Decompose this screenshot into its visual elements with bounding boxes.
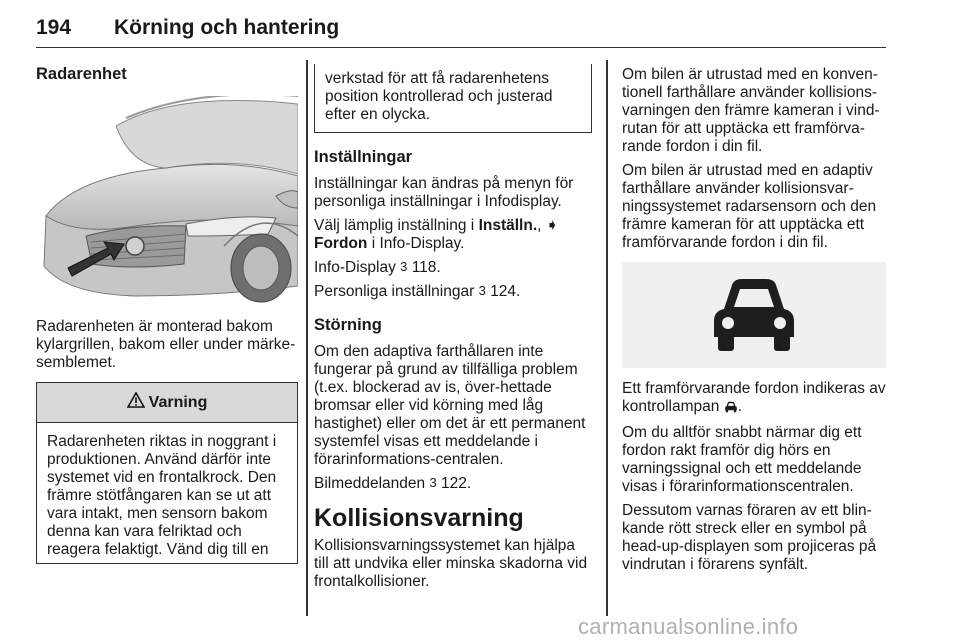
column-2 [314, 64, 592, 597]
page-ref-icon: 3 [429, 475, 437, 490]
settings-path: Välj lämplig inställning i Inställn., ➧ Fordon i Info-Display. [314, 217, 559, 252]
menu-arrow-icon: ➧ [545, 217, 559, 234]
vehicle-ahead-icon [706, 275, 802, 355]
radar-location-text: Radarenheten är monterad bakom kylargrillen, bakom eller under märke-semblemet. [36, 318, 296, 371]
section-title-fault: Störning [314, 316, 382, 334]
collision-adaptive-text: Om bilen är utrustad med en adaptiv farthållare använder kollisionsvar-ningssystemet radarsensorn och den främre kameran för att upptäcka ett framförvarande fordon i din fil. [622, 162, 877, 251]
warning-box-continued [314, 64, 592, 133]
warning-signal-text: Om du alltför snabbt närmar dig ett fordon rakt framför dig hörs en varningssignal och ett meddelande visas i förarinformationscentralen. [622, 424, 862, 495]
column-1 [36, 60, 298, 564]
warning-text: Radarenheten riktas in noggrant i produktionen. Använd därför inte systemet vid en frontalkrock. Den främre stötfångaren kan se ut att vara intakt, men sensorn bakom denna kan vara felriktad och reagera felaktigt. Vänd dig till en [47, 433, 277, 558]
vehicle-ahead-indicator-icon [724, 400, 738, 418]
warning-title: Varning [148, 393, 208, 411]
warning-continued-text: verkstad för att få radarenhetens position kontrollerad och justerad efter en olycka. [325, 70, 553, 123]
settings-intro: Inställningar kan ändras på menyn för personliga inställningar i Infodisplay. [314, 175, 574, 210]
warning-triangle-icon [127, 392, 145, 413]
column-divider-1 [306, 60, 308, 616]
section-title-collision-warning: Kollisionsvarning [314, 504, 524, 532]
warning-box [36, 382, 298, 564]
vehicle-ahead-symbol-panel [622, 262, 886, 368]
indicator-text: Ett framförvarande fordon indikeras av kontrollampan . [622, 380, 886, 418]
column-divider-2 [606, 60, 608, 616]
warning-header [37, 383, 297, 423]
warning-body [37, 423, 297, 563]
page-ref-icon: 3 [400, 259, 408, 274]
section-title-radar: Radarenhet [36, 65, 127, 83]
ref-vehicle-messages: Bilmeddelanden 3 122. [314, 475, 472, 492]
page-number: 194 [36, 16, 72, 39]
car-radar-illustration [36, 96, 298, 304]
menu-settings-label: Inställn. [478, 217, 538, 234]
page-header [36, 10, 886, 48]
page-ref-icon: 3 [478, 283, 486, 298]
column-3 [622, 66, 886, 580]
head-up-display-text: Dessutom varnas föraren av ett blin-kande rött streck eller en symbol på head-up-displayen som projiceras på vindrutan i förarens synfält. [622, 502, 877, 573]
fault-text: Om den adaptiva farthållaren inte fungerar på grund av tillfälliga problem (t.ex. blockerad av is, över-hettade bromsar eller vid körning med låg hastighet) eller om det är ett permanent systemfel visas ett meddelande i förarinformations-centralen. [314, 343, 586, 468]
menu-vehicle-label: Fordon [314, 235, 368, 252]
collision-intro: Kollisionsvarningssystemet kan hjälpa till att undvika eller minska skadorna vid frontalkollisioner. [314, 537, 588, 590]
chapter-title: Körning och hantering [114, 16, 340, 39]
ref-infodisplay: Info-Display 3 118. [314, 259, 441, 276]
collision-conventional-text: Om bilen är utrustad med en konven-tionell farthållare använder kollisions-varningen den främre kameran i vind-rutan för att upptäcka ett framförva-rande fordon i din fil. [622, 66, 880, 155]
ref-personal-settings: Personliga inställningar 3 124. [314, 283, 521, 300]
watermark: carmanualsonline.info [578, 614, 799, 639]
section-title-settings: Inställningar [314, 148, 413, 166]
